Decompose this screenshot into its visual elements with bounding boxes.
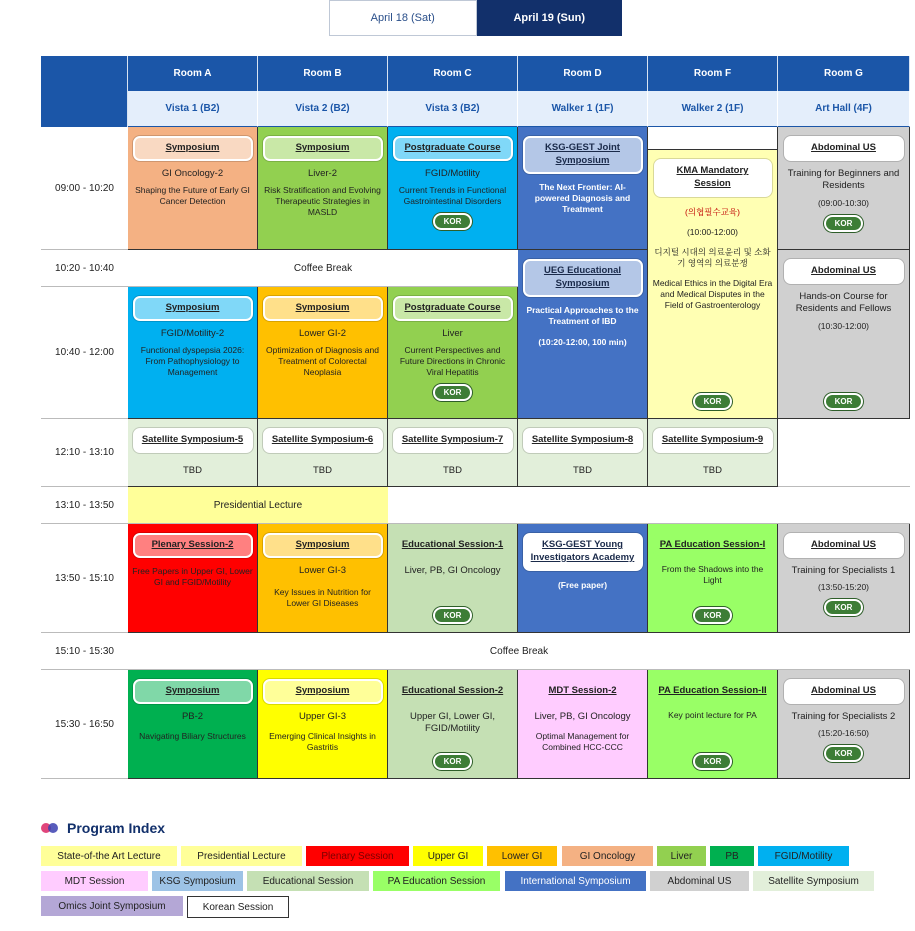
session-room-f-pa-education-2[interactable] <box>648 670 778 779</box>
session-title: Lower GI-3 <box>299 564 346 576</box>
room-g-venue: Art Hall (4F) <box>778 91 910 127</box>
session-title: Liver, PB, GI Oncology <box>404 564 501 576</box>
session-room-b-lower-gi-3[interactable] <box>258 524 388 633</box>
time-slot: 13:50 - 15:10 <box>41 524 128 633</box>
session-satellite-6[interactable] <box>258 419 388 487</box>
empty-cell <box>778 419 910 487</box>
legend-item: GI Oncology <box>562 846 653 866</box>
legend-item: KSG Symposium <box>152 871 243 891</box>
date-tabs <box>329 0 622 36</box>
session-room-g-specialists-2[interactable] <box>778 670 910 779</box>
legend-item: Educational Session <box>247 871 369 891</box>
session-room-d-ueg[interactable] <box>518 250 648 419</box>
room-f-header: Room F <box>648 56 778 91</box>
session-room-d-young-investigators[interactable] <box>518 524 648 633</box>
session-desc: Optimization of Diagnosis and Treatment of Colorectal Neoplasia <box>266 345 379 378</box>
session-title: FGID/Motility <box>425 167 480 179</box>
session-type[interactable]: Satellite Symposium-8 <box>523 428 643 453</box>
room-b-venue: Vista 2 (B2) <box>258 91 388 127</box>
session-title: (Free paper) <box>557 579 608 590</box>
session-type[interactable]: Abdominal US <box>784 259 904 284</box>
session-desc: Shaping the Future of Early GI Cancer Detection <box>135 185 250 207</box>
session-desc: Risk Stratification and Evolving Therapeutic Strategies in MASLD <box>264 185 381 218</box>
session-title: Upper GI, Lower GI, FGID/Motility <box>409 710 495 735</box>
room-a-venue: Vista 1 (B2) <box>128 91 258 127</box>
session-title: Practical Approaches to the Treatment of IBD <box>526 304 639 326</box>
time-slot: 13:10 - 13:50 <box>41 487 128 524</box>
session-desc: Free Papers in Upper GI, Lower GI and FGID/Motility <box>132 565 253 587</box>
session-title: TBD <box>443 464 462 476</box>
session-type[interactable]: Satellite Symposium-6 <box>263 428 383 453</box>
kor-badge: KOR <box>824 393 864 410</box>
program-index-icon <box>41 823 59 833</box>
session-time: (13:50-15:20) <box>817 582 870 593</box>
empty-cell <box>388 487 910 524</box>
room-a-header: Room A <box>128 56 258 91</box>
tab-april-18[interactable]: April 18 (Sat) <box>329 0 477 36</box>
session-type[interactable]: Symposium <box>133 136 253 161</box>
kor-badge: KOR <box>433 607 473 624</box>
session-desc: Current Trends in Functional Gastrointestinal Disorders <box>398 185 507 207</box>
session-time: (15:20-16:50) <box>817 728 870 739</box>
kor-badge: KOR <box>824 215 864 232</box>
program-index-title: Program Index <box>67 820 166 836</box>
session-desc: Functional dyspepsia 2026: From Pathophysiology to Management <box>140 345 245 378</box>
session-type[interactable]: Satellite Symposium-9 <box>653 428 773 453</box>
session-type[interactable]: Symposium <box>263 136 383 161</box>
session-title: Key point lecture for PA <box>668 709 757 720</box>
room-f-venue: Walker 2 (1F) <box>648 91 778 127</box>
session-type[interactable]: KMA Mandatory Session <box>654 159 772 197</box>
kor-badge: KOR <box>824 745 864 762</box>
session-room-d-mdt-2[interactable] <box>518 670 648 779</box>
session-type[interactable]: PA Education Session-I <box>653 533 773 558</box>
legend-item: Plenary Session <box>306 846 409 866</box>
session-title: Training for Specialists 2 <box>791 710 896 722</box>
empty-cell <box>648 127 778 150</box>
session-room-a-fgid-motility-2[interactable] <box>128 287 258 419</box>
legend-item: Satellite Symposium <box>753 871 874 891</box>
session-room-c-liver[interactable] <box>388 287 518 419</box>
session-room-f-pa-education-1[interactable] <box>648 524 778 633</box>
session-room-b-liver-2[interactable] <box>258 127 388 250</box>
room-c-venue: Vista 3 (B2) <box>388 91 518 127</box>
session-type[interactable]: Postgraduate Course <box>393 136 513 161</box>
session-room-g-specialists-1[interactable] <box>778 524 910 633</box>
session-title: Hands-on Course for Residents and Fellows <box>795 290 892 315</box>
session-room-c-educational-1[interactable] <box>388 524 518 633</box>
legend-item: Omics Joint Symposium <box>41 896 183 916</box>
session-type[interactable]: PA Education Session-II <box>653 679 773 704</box>
session-type[interactable]: Abdominal US <box>784 533 904 558</box>
session-type[interactable]: Educational Session-2 <box>393 679 513 704</box>
session-room-f-kma-mandatory[interactable] <box>648 150 778 419</box>
session-title: TBD <box>573 464 592 476</box>
time-slot: 15:30 - 16:50 <box>41 670 128 779</box>
session-type[interactable]: Symposium <box>133 296 253 321</box>
session-title: Liver <box>442 327 463 339</box>
session-type[interactable]: Satellite Symposium-5 <box>133 428 253 453</box>
session-title-kr: 디지털 시대의 의료윤리 및 소화기 영역의 의료분쟁 <box>654 246 771 268</box>
legend-item: PB <box>710 846 754 866</box>
session-desc: Key Issues in Nutrition for Lower GI Diseases <box>274 587 371 609</box>
session-satellite-8[interactable] <box>518 419 648 487</box>
session-type[interactable]: Abdominal US <box>784 136 904 161</box>
session-satellite-5[interactable] <box>128 419 258 487</box>
kor-badge: KOR <box>693 393 733 410</box>
session-type[interactable]: Plenary Session-2 <box>133 533 253 558</box>
session-title: The Next Frontier: AI-powered Diagnosis and Treatment <box>534 181 631 214</box>
kor-badge: KOR <box>433 384 473 401</box>
session-room-a-gi-oncology-2[interactable] <box>128 127 258 250</box>
session-room-g-hands-on[interactable] <box>778 250 910 419</box>
legend-item: FGID/Motility <box>758 846 849 866</box>
session-title: Lower GI-2 <box>299 327 346 339</box>
time-slot: 10:20 - 10:40 <box>41 250 128 287</box>
session-type[interactable]: Educational Session-1 <box>393 533 513 558</box>
room-d-header: Room D <box>518 56 648 91</box>
session-room-c-educational-2[interactable] <box>388 670 518 779</box>
session-title: TBD <box>703 464 722 476</box>
kor-badge: KOR <box>433 753 473 770</box>
room-b-header: Room B <box>258 56 388 91</box>
session-type[interactable]: Symposium <box>263 296 383 321</box>
session-satellite-7[interactable] <box>388 419 518 487</box>
session-type[interactable]: Symposium <box>133 679 253 704</box>
session-title: From the Shadows into the Light <box>661 563 764 585</box>
time-slot: 09:00 - 10:20 <box>41 127 128 250</box>
legend-item: Liver <box>657 846 706 866</box>
kor-badge: KOR <box>693 607 733 624</box>
legend-item: Abdominal US <box>650 871 749 891</box>
legend-item: Presidential Lecture <box>181 846 302 866</box>
session-satellite-9[interactable] <box>648 419 778 487</box>
kor-badge: KOR <box>433 213 473 230</box>
session-time: (10:30-12:00) <box>817 320 870 331</box>
corner-header <box>41 56 128 127</box>
legend-item: State-of-the Art Lecture <box>41 846 177 866</box>
session-time: (10:00-12:00) <box>686 226 739 237</box>
session-desc: Navigating Biliary Structures <box>139 731 246 742</box>
session-type[interactable]: Symposium <box>263 679 383 704</box>
session-type[interactable]: MDT Session-2 <box>523 679 643 704</box>
session-title: Training for Beginners and Residents <box>787 167 900 192</box>
time-slot: 12:10 - 13:10 <box>41 419 128 487</box>
session-title: Upper GI-3 <box>299 710 346 722</box>
legend-item: Upper GI <box>413 846 483 866</box>
session-desc: Current Perspectives and Future Directions in Chronic Viral Hepatitis <box>399 345 506 378</box>
session-room-a-plenary-2[interactable] <box>128 524 258 633</box>
legend-item: International Symposium <box>505 871 646 891</box>
session-room-d-ksg-gest[interactable] <box>518 127 648 250</box>
kor-badge: KOR <box>824 599 864 616</box>
session-desc: Optimal Management for Combined HCC-CCC <box>535 731 630 753</box>
time-slot: 15:10 - 15:30 <box>41 633 128 670</box>
time-slot: 10:40 - 12:00 <box>41 287 128 419</box>
session-title: PB-2 <box>181 710 204 722</box>
session-type[interactable]: Abdominal US <box>784 679 904 704</box>
session-type[interactable]: Symposium <box>263 533 383 558</box>
session-room-g-abdominal-us[interactable] <box>778 127 910 250</box>
session-room-c-fgid-motility[interactable] <box>388 127 518 250</box>
session-type[interactable]: Postgraduate Course <box>393 296 513 321</box>
session-type[interactable]: KSG-GEST Joint Symposium <box>523 136 643 174</box>
session-title: Training for Specialists 1 <box>791 564 896 576</box>
session-title: GI Oncology-2 <box>161 167 224 179</box>
session-note: (의협필수교육) <box>685 206 740 217</box>
session-type[interactable]: Satellite Symposium-7 <box>393 428 513 453</box>
legend-item: Korean Session <box>187 896 289 918</box>
session-room-b-lower-gi-2[interactable] <box>258 287 388 419</box>
room-c-header: Room C <box>388 56 518 91</box>
room-g-header: Room G <box>778 56 910 91</box>
legend-item: Lower GI <box>487 846 557 866</box>
session-type[interactable]: UEG Educational Symposium <box>523 259 643 297</box>
tab-april-19[interactable]: April 19 (Sun) <box>477 0 623 36</box>
coffee-break: Coffee Break <box>128 250 518 287</box>
session-type[interactable]: KSG-GEST Young Investigators Academy <box>523 533 643 571</box>
session-title: TBD <box>313 464 332 476</box>
session-title: Liver-2 <box>307 167 338 179</box>
legend-item: MDT Session <box>41 871 148 891</box>
legend-item: PA Education Session <box>373 871 500 891</box>
session-title-en: Medical Ethics in the Digital Era and Medical Disputes in the Field of Gastroenterology <box>652 277 773 310</box>
session-room-b-upper-gi-3[interactable] <box>258 670 388 779</box>
session-title: FGID/Motility-2 <box>160 327 225 339</box>
presidential-lecture[interactable]: Presidential Lecture <box>128 487 388 524</box>
kor-badge: KOR <box>693 753 733 770</box>
session-desc: Emerging Clinical Insights in Gastritis <box>269 731 376 753</box>
session-title: Liver, PB, GI Oncology <box>534 710 631 722</box>
session-title: TBD <box>183 464 202 476</box>
session-time: (10:20-12:00, 100 min) <box>538 336 627 347</box>
room-d-venue: Walker 1 (1F) <box>518 91 648 127</box>
program-index-header <box>41 820 165 836</box>
session-time: (09:00-10:30) <box>817 197 870 208</box>
session-room-a-pb-2[interactable] <box>128 670 258 779</box>
coffee-break: Coffee Break <box>128 633 910 670</box>
